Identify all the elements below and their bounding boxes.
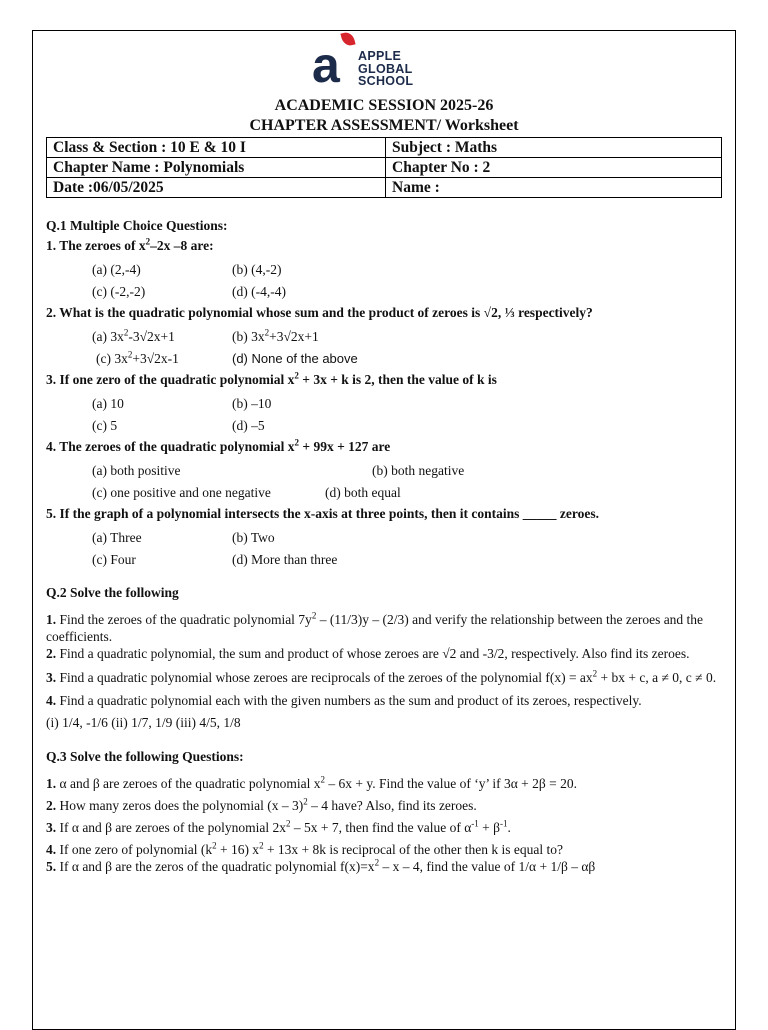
- q3-item-2: 2. How many zeros does the polynomial (x – 3)$^2$ – 4 have? Also, find its zeroes.: [46, 796, 477, 813]
- mcq-4: 4. The zeroes of the quadratic polynomial $x^2 + 99x + 127$ are: [46, 437, 391, 454]
- option-b: (b) both negative: [372, 462, 465, 478]
- q3-item-1: 1. α and β are zeroes of the quadratic polynomial $x^2 - 6x + y$. Find the value of ‘y’ if 3α + 2β = 20.: [46, 774, 577, 791]
- info-table: [46, 137, 722, 198]
- section-q1-title: Q.1 Multiple Choice Questions:: [46, 218, 228, 233]
- class-section-cell: Class & Section : 10 E & 10 I: [47, 138, 386, 158]
- section-q3-title: Q.3 Solve the following Questions:: [46, 749, 244, 764]
- option-a: (a) (2,-4): [92, 261, 141, 277]
- option-a: (a) $3x^2-3√2x+1$: [92, 327, 175, 344]
- option-c: (c) $3x^2+3√2x-1$: [96, 349, 179, 366]
- q2-item-1: 1. Find the zeroes of the quadratic polynomial $7y^2 - (11/3)y - (2/3)$ and verify the relationship between the zeroes and the coefficients.: [46, 610, 704, 644]
- chapter-no-cell: Chapter No : 2: [386, 158, 722, 178]
- mcq-1-options-row1: [92, 258, 722, 280]
- option-d: (d) More than three: [232, 551, 338, 567]
- q2-item-4-values: (i) 1/4, -1/6 (ii) 1/7, 1/9 (iii) 4/5, 1/8: [46, 715, 241, 730]
- option-b: (b) (4,-2): [232, 261, 282, 277]
- option-a: (a) 10: [92, 395, 124, 411]
- q2-item-3: 3. Find a quadratic polynomial whose zeroes are reciprocals of the zeroes of the polynomial $f(x) = ax^2$ + bx + c, a ≠ 0, c ≠ 0.: [46, 668, 717, 685]
- mcq-2: 2. What is the quadratic polynomial whose sum and the product of zeroes is √2, ⅓ respectively?: [46, 305, 593, 320]
- worksheet-body: [46, 217, 722, 875]
- mcq-3: 3. If one zero of the quadratic polynomial $x^2 + 3x + k$ is 2, then the value of k is: [46, 370, 497, 387]
- mcq-1: 1. The zeroes of $x^2-2x$ –8 are:: [46, 236, 214, 253]
- option-d: (d) –5: [232, 417, 265, 433]
- mcq-5-options-row1: [92, 526, 722, 548]
- option-d: (d) both equal: [325, 484, 401, 500]
- option-d: (d) (-4,-4): [232, 283, 286, 299]
- q2-item-4: 4. Find a quadratic polynomial each with the given numbers as the sum and product of its zeroes, respectively.: [46, 693, 642, 708]
- option-d: (d) None of the above: [232, 350, 358, 366]
- q2-item-2: 2. Find a quadratic polynomial, the sum and product of whose zeroes are √2 and -3/2, respectively. Also find its zeroes.: [46, 646, 690, 661]
- mcq-1-options-row2: [92, 280, 722, 302]
- chapter-name-cell: Chapter Name : Polynomials: [47, 158, 386, 178]
- q3-item-5: 5. If α and β are the zeros of the quadratic polynomial $f(x)=x^2 - x - 4$, find the value of 1/α + 1/β – αβ: [46, 857, 596, 874]
- mcq-2-options-row2: [92, 347, 722, 369]
- q3-item-4: 4. If one zero of polynomial $(k^2 + 16) x^2 + 13x + 8k$ is reciprocal of the other then k is equal to?: [46, 840, 563, 857]
- worksheet-title: CHAPTER ASSESSMENT/ Worksheet: [249, 117, 519, 134]
- date-cell: Date :06/05/2025: [47, 178, 386, 198]
- mcq-3-options-row2: [92, 414, 722, 436]
- mcq-4-options-row2: [92, 481, 722, 503]
- session-heading: ACADEMIC SESSION 2025-26: [274, 97, 494, 114]
- mcq-4-options-row1: [92, 459, 722, 481]
- option-b: (b) Two: [232, 529, 275, 545]
- option-c: (c) 5: [92, 417, 118, 433]
- option-c: (c) one positive and one negative: [92, 484, 271, 500]
- option-b: (b) $3x^2+3√2x+1$: [232, 327, 319, 344]
- option-a: (a) both positive: [92, 462, 181, 478]
- mcq-2-options-row1: [92, 325, 722, 347]
- apple-leaf-icon: [340, 31, 355, 48]
- mcq-3-options-row1: [92, 392, 722, 414]
- name-cell: Name :: [386, 178, 722, 198]
- logo-letter: a: [312, 37, 340, 93]
- option-a: (a) Three: [92, 529, 142, 545]
- logo-text: APPLE GLOBAL SCHOOL: [358, 49, 414, 88]
- mcq-5-options-row2: [92, 548, 722, 570]
- option-c: (c) Four: [92, 551, 136, 567]
- q3-item-3: 3. If α and β are zeroes of the polynomial $2x^2 - 5x + 7$, then find the value of $\alpha^{-1} + \beta^{-1}$.: [46, 818, 511, 835]
- option-c: (c) (-2,-2): [92, 283, 146, 299]
- section-q2-title: Q.2 Solve the following: [46, 585, 179, 600]
- option-b: (b) –10: [232, 395, 272, 411]
- subject-cell: Subject : Maths: [386, 138, 722, 158]
- mcq-5: 5. If the graph of a polynomial intersects the x-axis at three points, then it contains _____ zeroes.: [46, 506, 599, 521]
- school-logo: [312, 32, 442, 92]
